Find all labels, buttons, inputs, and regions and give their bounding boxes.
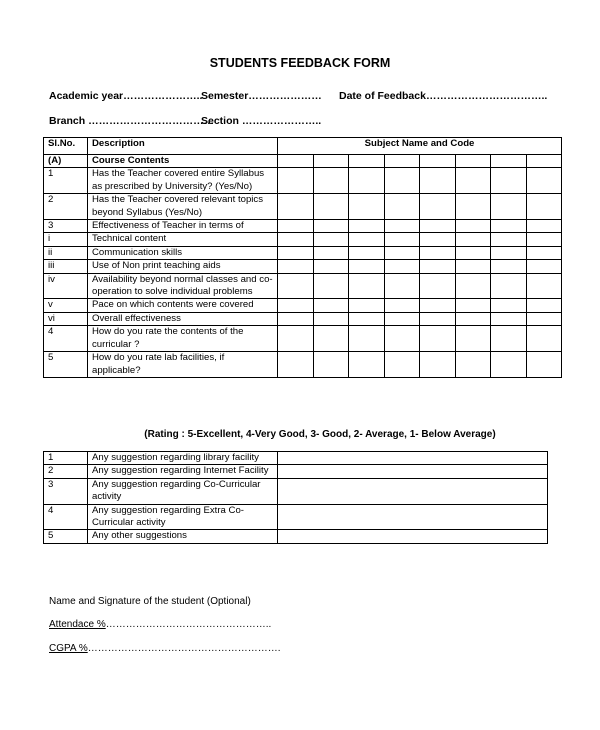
rating-cell[interactable] (420, 220, 456, 233)
rating-cell[interactable] (455, 312, 491, 325)
row-description: Any suggestion regarding Extra Co-Curricular activity (88, 504, 278, 530)
rating-cell[interactable] (455, 352, 491, 378)
rating-cell[interactable] (420, 168, 456, 194)
table-row (44, 352, 562, 378)
column-header-slno: Sl.No. (44, 138, 88, 155)
table-row (44, 168, 562, 194)
rating-cell[interactable] (526, 194, 562, 220)
table-row (44, 504, 548, 530)
rating-cell[interactable] (278, 299, 314, 312)
attendance-label: Attendace % (49, 619, 106, 630)
rating-cell[interactable] (278, 246, 314, 259)
table-row (44, 478, 548, 504)
rating-cell[interactable] (526, 273, 562, 299)
table-header-row (44, 138, 562, 155)
table-row (44, 273, 562, 299)
row-description: Technical content (88, 233, 278, 246)
rating-cell[interactable] (526, 246, 562, 259)
rating-cell[interactable] (349, 326, 385, 352)
academic-year-field: Academic year………………….. (49, 90, 203, 102)
rating-cell[interactable] (349, 168, 385, 194)
rating-cell[interactable] (313, 326, 349, 352)
rating-cell[interactable] (384, 326, 420, 352)
rating-cell[interactable] (349, 273, 385, 299)
rating-cell[interactable] (491, 246, 527, 259)
row-description: Course Contents (88, 155, 278, 168)
table-row (44, 246, 562, 259)
table-row (44, 220, 562, 233)
row-number: (A) (44, 155, 88, 168)
row-number: 2 (44, 194, 88, 220)
rating-cell[interactable] (384, 273, 420, 299)
table-row (44, 452, 548, 465)
rating-cell[interactable] (526, 326, 562, 352)
table-row (44, 299, 562, 312)
rating-cell[interactable] (349, 233, 385, 246)
row-number: 1 (44, 452, 88, 465)
branch-field: Branch ……………………………… (49, 115, 215, 127)
rating-note: (Rating : 5-Excellent, 4-Very Good, 3- Good, 2- Average, 1- Below Average) (144, 429, 496, 440)
rating-cell[interactable] (313, 246, 349, 259)
row-number: 4 (44, 326, 88, 352)
rating-cell[interactable] (526, 168, 562, 194)
row-description: Has the Teacher covered entire Syllabus as prescribed by University? (Yes/No) (88, 168, 278, 194)
row-number: 3 (44, 478, 88, 504)
rating-cell[interactable] (384, 194, 420, 220)
rating-cell[interactable] (526, 299, 562, 312)
suggestion-answer-cell[interactable] (278, 478, 548, 504)
rating-cell[interactable] (384, 312, 420, 325)
table-row (44, 530, 548, 543)
rating-cell[interactable] (420, 246, 456, 259)
rating-cell[interactable] (313, 299, 349, 312)
rating-cell[interactable] (526, 233, 562, 246)
row-description: Any other suggestions (88, 530, 278, 543)
row-description: Overall effectiveness (88, 312, 278, 325)
column-header-subject: Subject Name and Code (278, 138, 562, 155)
signature-label: Name and Signature of the student (Optional) (49, 596, 251, 607)
rating-cell[interactable] (278, 312, 314, 325)
rating-cell[interactable] (526, 155, 562, 168)
cgpa-line (49, 643, 281, 654)
suggestion-answer-cell[interactable] (278, 504, 548, 530)
suggestion-answer-cell[interactable] (278, 530, 548, 543)
row-description: Pace on which contents were covered (88, 299, 278, 312)
rating-cell[interactable] (420, 194, 456, 220)
row-number: 5 (44, 530, 88, 543)
rating-cell[interactable] (278, 233, 314, 246)
rating-cell[interactable] (491, 233, 527, 246)
rating-cell[interactable] (455, 260, 491, 273)
rating-cell[interactable] (491, 168, 527, 194)
rating-cell[interactable] (278, 352, 314, 378)
section-field: Section ………………….. (201, 115, 322, 127)
rating-cell[interactable] (491, 273, 527, 299)
table-row (44, 194, 562, 220)
table-row (44, 233, 562, 246)
rating-cell[interactable] (349, 246, 385, 259)
table-row (44, 465, 548, 478)
row-description: Any suggestion regarding library facility (88, 452, 278, 465)
rating-cell[interactable] (491, 299, 527, 312)
rating-cell[interactable] (420, 352, 456, 378)
rating-cell[interactable] (455, 326, 491, 352)
rating-cell[interactable] (491, 194, 527, 220)
rating-cell[interactable] (313, 273, 349, 299)
rating-cell[interactable] (455, 155, 491, 168)
rating-cell[interactable] (313, 260, 349, 273)
rating-cell[interactable] (278, 326, 314, 352)
rating-cell[interactable] (313, 194, 349, 220)
row-description: How do you rate the contents of the curricular ? (88, 326, 278, 352)
rating-cell[interactable] (455, 194, 491, 220)
rating-cell[interactable] (455, 246, 491, 259)
rating-cell[interactable] (278, 273, 314, 299)
rating-cell[interactable] (384, 260, 420, 273)
suggestion-answer-cell[interactable] (278, 452, 548, 465)
date-of-feedback-field: Date of Feedback…………………………….. (339, 90, 548, 102)
row-description: Use of Non print teaching aids (88, 260, 278, 273)
row-description: Any suggestion regarding Internet Facility (88, 465, 278, 478)
attendance-line (49, 619, 271, 630)
rating-cell[interactable] (349, 220, 385, 233)
rating-cell[interactable] (526, 312, 562, 325)
row-description: How do you rate lab facilities, if applicable? (88, 352, 278, 378)
rating-cell[interactable] (455, 233, 491, 246)
rating-cell[interactable] (420, 273, 456, 299)
row-number: 4 (44, 504, 88, 530)
row-number: i (44, 233, 88, 246)
row-number: iv (44, 273, 88, 299)
rating-cell[interactable] (384, 168, 420, 194)
table-row (44, 312, 562, 325)
rating-cell[interactable] (349, 194, 385, 220)
rating-cell[interactable] (491, 352, 527, 378)
rating-cell[interactable] (384, 233, 420, 246)
table-row (44, 326, 562, 352)
rating-cell[interactable] (278, 168, 314, 194)
rating-cell[interactable] (313, 233, 349, 246)
suggestion-answer-cell[interactable] (278, 465, 548, 478)
table-row (44, 260, 562, 273)
rating-cell[interactable] (349, 312, 385, 325)
course-feedback-table (43, 137, 562, 378)
rating-cell[interactable] (313, 220, 349, 233)
row-number: 2 (44, 465, 88, 478)
row-number: iii (44, 260, 88, 273)
rating-cell[interactable] (278, 155, 314, 168)
rating-cell[interactable] (455, 273, 491, 299)
rating-cell[interactable] (455, 168, 491, 194)
rating-cell[interactable] (349, 299, 385, 312)
rating-cell[interactable] (384, 246, 420, 259)
row-number: 5 (44, 352, 88, 378)
rating-cell[interactable] (384, 155, 420, 168)
rating-cell[interactable] (420, 326, 456, 352)
rating-cell[interactable] (491, 326, 527, 352)
rating-cell[interactable] (278, 194, 314, 220)
row-description: Communication skills (88, 246, 278, 259)
attendance-dots: ………………………………………….. (105, 619, 272, 630)
row-number: 3 (44, 220, 88, 233)
cgpa-label: CGPA % (49, 643, 88, 654)
row-description: Effectiveness of Teacher in terms of (88, 220, 278, 233)
rating-cell[interactable] (313, 352, 349, 378)
row-number: v (44, 299, 88, 312)
rating-cell[interactable] (278, 260, 314, 273)
rating-cell[interactable] (313, 155, 349, 168)
column-header-description: Description (88, 138, 278, 155)
rating-cell[interactable] (455, 299, 491, 312)
rating-cell[interactable] (491, 260, 527, 273)
rating-cell[interactable] (420, 299, 456, 312)
row-description: Any suggestion regarding Co-Curricular activity (88, 478, 278, 504)
suggestions-table (43, 451, 548, 544)
rating-cell[interactable] (420, 260, 456, 273)
rating-cell[interactable] (526, 352, 562, 378)
rating-cell[interactable] (455, 220, 491, 233)
rating-cell[interactable] (349, 352, 385, 378)
rating-cell[interactable] (313, 168, 349, 194)
table-row (44, 155, 562, 168)
row-description: Availability beyond normal classes and co-operation to solve individual problems (88, 273, 278, 299)
rating-cell[interactable] (526, 260, 562, 273)
rating-cell[interactable] (491, 155, 527, 168)
rating-cell[interactable] (420, 155, 456, 168)
rating-cell[interactable] (420, 233, 456, 246)
rating-cell[interactable] (384, 220, 420, 233)
rating-cell[interactable] (491, 220, 527, 233)
rating-cell[interactable] (349, 155, 385, 168)
semester-field: Semester………………… (201, 90, 322, 102)
row-number: vi (44, 312, 88, 325)
rating-cell[interactable] (491, 312, 527, 325)
form-title: STUDENTS FEEDBACK FORM (209, 56, 391, 70)
rating-cell[interactable] (384, 352, 420, 378)
cgpa-dots: …………………………………………………. (87, 643, 281, 654)
rating-cell[interactable] (349, 260, 385, 273)
rating-cell[interactable] (313, 312, 349, 325)
rating-cell[interactable] (420, 312, 456, 325)
row-number: 1 (44, 168, 88, 194)
rating-cell[interactable] (526, 220, 562, 233)
row-description: Has the Teacher covered relevant topics beyond Syllabus (Yes/No) (88, 194, 278, 220)
row-number: ii (44, 246, 88, 259)
rating-cell[interactable] (278, 220, 314, 233)
rating-cell[interactable] (384, 299, 420, 312)
